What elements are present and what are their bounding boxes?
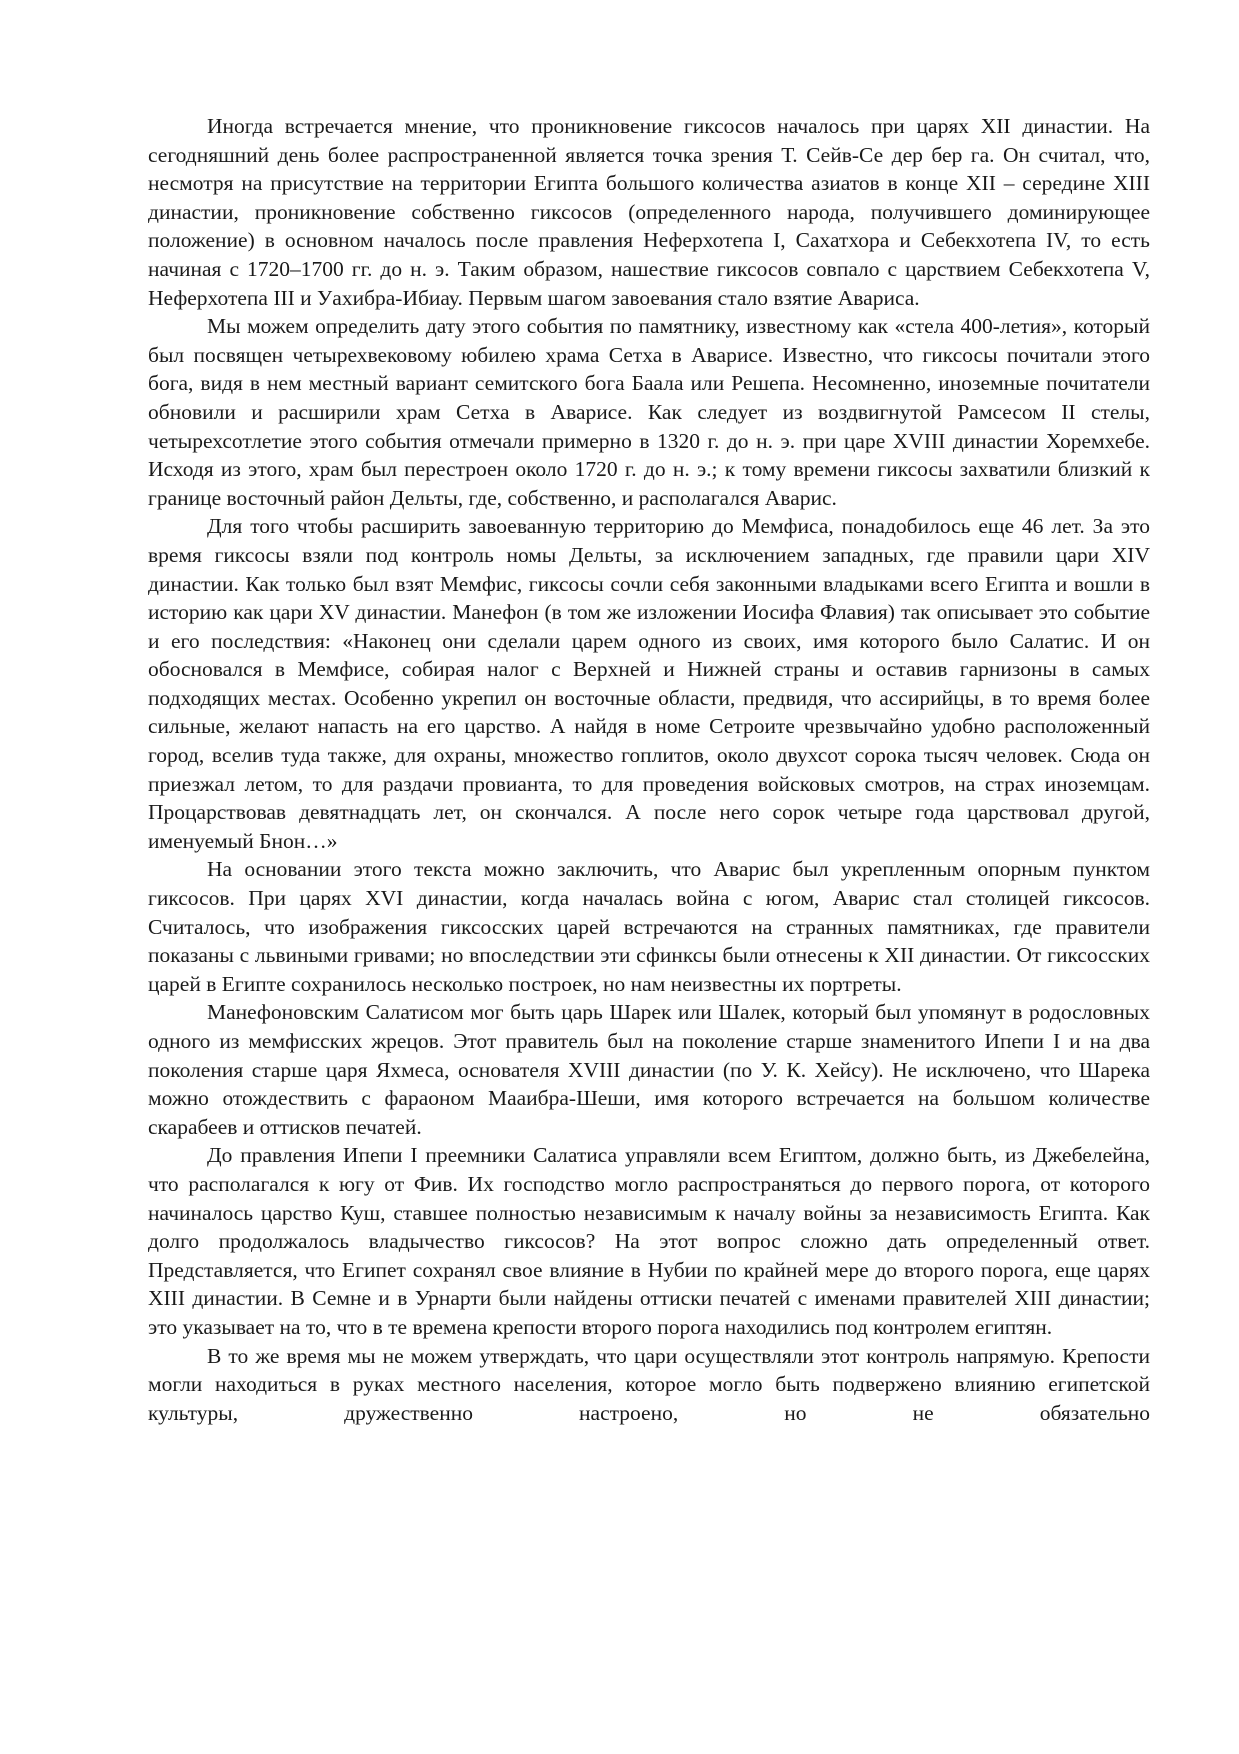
paragraph-last: В то же время мы не можем утверждать, что цари осуществляли этот контроль напрямую. Крепости могли находиться в руках местного населения, которое могло быть подвержено влиянию египетской культуры, дружественно настроено, но не обязательно: [148, 1343, 1150, 1425]
paragraph: Мы можем определить дату этого события по памятнику, известному как «стела 400-летия», который был посвящен четырехвековому юбилею храма Сетха в Аварисе. Известно, что гиксосы почитали этого бога, видя в нем местный вариант семитского бога Баала или Решепа. Несомненно, иноземные почитатели обновили и расширили храм Сетха в Аварисе. Как следует из воздвигнутой Рамсесом II стелы, четырехсотлетие этого события отмечали примерно в 1320 г. до н. э. при царе XVIII династии Хоремхебе. Исходя из этого, храм был перестроен около 1720 г. до н. э.; к тому времени гиксосы захватили близкий к границе восточный район Дельты, где, собственно, и располагался Аварис.: [148, 314, 1150, 510]
document-page: [148, 112, 1150, 1427]
paragraph: Для того чтобы расширить завоеванную территорию до Мемфиса, понадобилось еще 46 лет. За это время гиксосы взяли под контроль номы Дельты, за исключением западных, где правили цари XIV династии. Как только был взят Мемфис, гиксосы сочли себя законными владыками всего Египта и вошли в историю как цари XV династии. Манефон (в том же изложении Иосифа Флавия) так описывает это событие и его последствия: «Наконец они сделали царем одного из своих, имя которого было Салатис. И он обосновался в Мемфисе, собирая налог с Верхней и Нижней страны и оставив гарнизоны в самых подходящих местах. Особенно укрепил он восточные области, предвидя, что ассирийцы, в то время более сильные, желают напасть на его царство. А найдя в номе Сетроите чрезвычайно удобно расположенный город, вселив туда также, для охраны, множество гоплитов, около двухсот сорока тысяч человек. Сюда он приезжал летом, то для раздачи провианта, то для проведения войсковых смотров, на страх иноземцам. Процарствовав девятнадцать лет, он скончался. А после него сорок четыре года царствовал другой, именуемый Бнон…»: [148, 514, 1150, 853]
paragraph: Иногда встречается мнение, что проникновение гиксосов началось при царях XII династии. На сегодняшний день более распространенной является точка зрения Т. Сейв-Се дер бер га. Он считал, что, несмотря на присутствие на территории Египта большого количества азиатов в конце XII – середине XIII династии, проникновение собственно гиксосов (определенного народа, получившего доминирующее положение) в основном началось после правления Неферхотепа I, Сахатхора и Себекхотепа IV, то есть начиная с 1720–1700 гг. до н. э. Таким образом, нашествие гиксосов совпало с царствием Себекхотепа V, Неферхотепа III и Уахибра-Ибиау. Первым шагом завоевания стало взятие Авариса.: [148, 114, 1150, 310]
paragraph: Манефоновским Салатисом мог быть царь Шарек или Шалек, который был упомянут в родословных одного из мемфисских жрецов. Этот правитель был на поколение старше знаменитого Ипепи I и на два поколения старше царя Яхмеса, основателя XVIII династии (по У. К. Хейсу). Не исключено, что Шарека можно отождествить с фараоном Мааибра-Шеши, имя которого встречается на большом количестве скарабеев и оттисков печатей.: [148, 1000, 1150, 1139]
paragraph: На основании этого текста можно заключить, что Аварис был укрепленным опорным пунктом гиксосов. При царях XVI династии, когда началась война с югом, Аварис стал столицей гиксосов. Считалось, что изображения гиксосских царей встречаются на странных памятниках, где правители показаны с львиными гривами; но впоследствии эти сфинксы были отнесены к XII династии. От гиксосских царей в Египте сохранилось несколько построек, но нам неизвестны их портреты.: [148, 857, 1150, 996]
paragraph: До правления Ипепи I преемники Салатиса управляли всем Египтом, должно быть, из Джебелейна, что располагался к югу от Фив. Их господство могло распространяться до первого порога, от которого начиналось царство Куш, ставшее полностью независимым к началу войны за независимость Египта. Как долго продолжалось владычество гиксосов? На этот вопрос сложно дать определенный ответ. Представляется, что Египет сохранял свое влияние в Нубии по крайней мере до второго порога, еще царях XIII династии. В Семне и в Урнарти были найдены оттиски печатей с именами правителей XIII династии; это указывает на то, что в те времена крепости второго порога находились под контролем египтян.: [148, 1143, 1150, 1339]
